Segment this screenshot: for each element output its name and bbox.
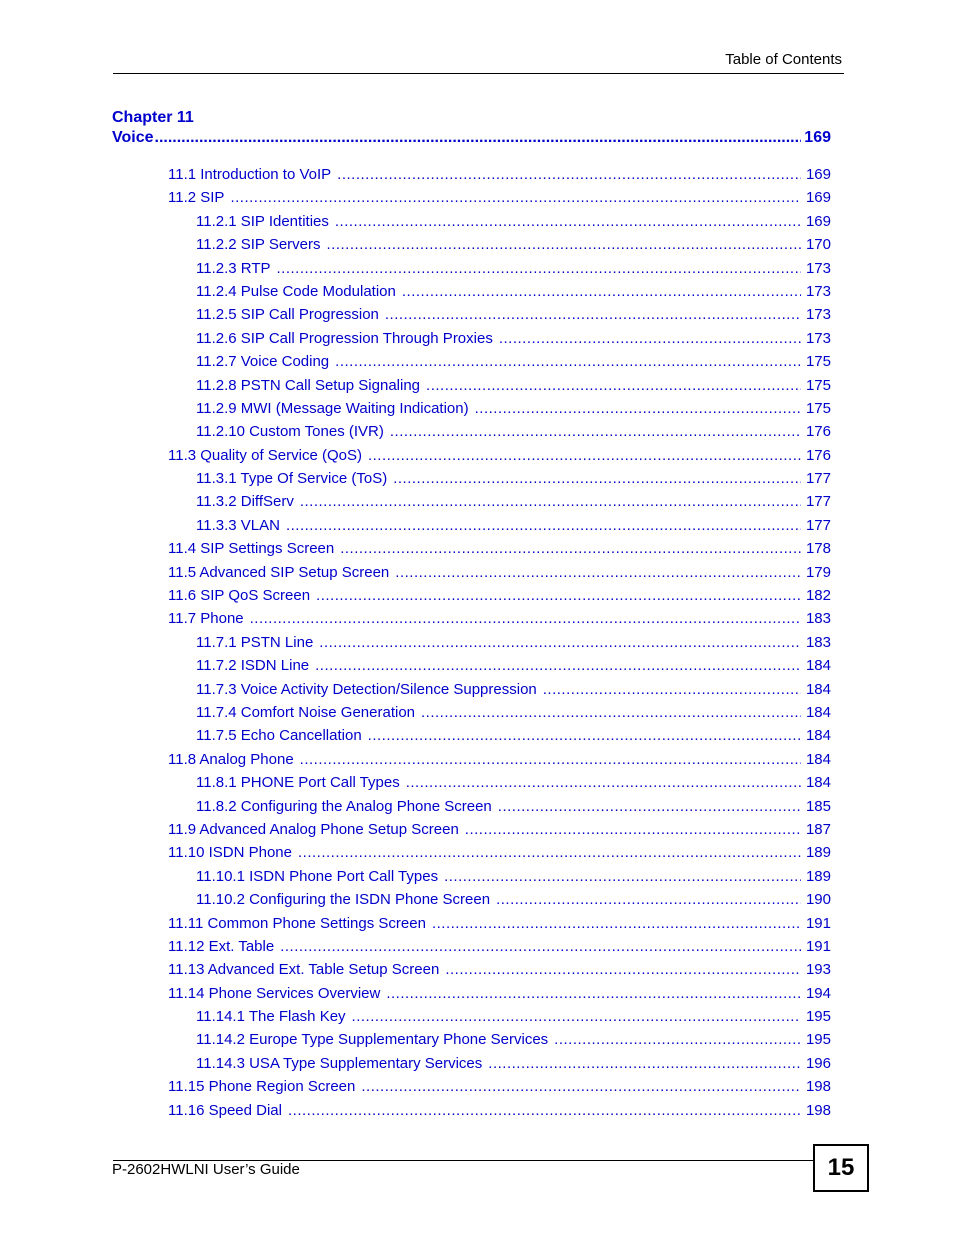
toc-entry[interactable] (196, 514, 831, 537)
chapter-label[interactable]: Chapter 11 (112, 109, 194, 126)
dot-leader (298, 841, 801, 864)
toc-entry-page[interactable]: 189 (805, 844, 831, 862)
toc-entry-page[interactable]: 198 (805, 1101, 831, 1119)
chapter-page[interactable]: 169 (804, 129, 831, 146)
toc-entry[interactable] (168, 186, 831, 209)
toc-entry[interactable] (196, 795, 831, 818)
toc-entry[interactable] (196, 1005, 831, 1028)
toc-entry-page[interactable]: 179 (805, 563, 831, 581)
toc-entry-title[interactable]: 11.2.2 SIP Servers (196, 236, 321, 254)
dot-leader (368, 724, 801, 747)
toc-entry[interactable] (196, 865, 831, 888)
dot-leader (496, 888, 801, 911)
dot-leader (402, 280, 801, 303)
toc-entry-page[interactable]: 190 (805, 891, 831, 909)
toc-entry[interactable] (196, 631, 831, 654)
toc-list (0, 163, 954, 1122)
dot-leader (316, 584, 801, 607)
toc-entry-title[interactable]: 11.2.10 Custom Tones (IVR) (196, 423, 384, 441)
dot-leader (475, 397, 801, 420)
dot-leader (300, 748, 801, 771)
toc-entry-page[interactable]: 183 (805, 633, 831, 651)
dot-leader (426, 374, 801, 397)
toc-entry-title[interactable]: 11.2 SIP (168, 189, 225, 207)
dot-leader (543, 678, 801, 701)
chapter-title-link[interactable] (112, 128, 831, 148)
toc-entry-title[interactable]: 11.7 Phone (168, 610, 244, 628)
toc-entry-page[interactable]: 189 (805, 867, 831, 885)
toc-entry-page[interactable]: 173 (805, 259, 831, 277)
toc-entry[interactable] (196, 374, 831, 397)
toc-entry-page[interactable]: 183 (805, 610, 831, 628)
dot-leader (386, 982, 801, 1005)
toc-entry[interactable] (168, 818, 831, 841)
page-number-box (813, 1144, 869, 1192)
dot-leader (335, 350, 801, 373)
dot-leader (288, 1099, 801, 1122)
toc-entry-title[interactable]: 11.12 Ext. Table (168, 937, 275, 955)
toc-entry-page[interactable]: 175 (805, 399, 831, 417)
toc-entry-page[interactable]: 184 (805, 680, 831, 698)
toc-entry-page[interactable]: 182 (805, 587, 831, 605)
toc-entry-page[interactable]: 177 (805, 493, 831, 511)
toc-entry-title[interactable]: 11.7.3 Voice Activity Detection/Silence Suppression (196, 680, 537, 698)
toc-entry-page[interactable]: 195 (805, 1008, 831, 1026)
toc-entry[interactable] (168, 537, 831, 560)
toc-entry-title[interactable]: 11.6 SIP QoS Screen (168, 587, 311, 605)
toc-entry-title[interactable]: 11.1 Introduction to VoIP (168, 166, 332, 183)
toc-entry-title[interactable]: 11.13 Advanced Ext. Table Setup Screen (168, 961, 440, 979)
dot-leader (155, 128, 802, 148)
toc-entry-title[interactable]: 11.3.1 Type Of Service (ToS) (196, 470, 388, 488)
toc-entry[interactable] (196, 257, 831, 280)
toc-entry[interactable] (196, 327, 831, 350)
dot-leader (335, 210, 801, 233)
toc-entry-title[interactable]: 11.3.3 VLAN (196, 516, 280, 534)
toc-entry-page[interactable]: 187 (805, 820, 831, 838)
toc-entry-page[interactable]: 173 (805, 306, 831, 324)
toc-entry-page[interactable]: 184 (805, 657, 831, 675)
dot-leader (315, 654, 801, 677)
toc-entry-title[interactable]: 11.3 Quality of Service (QoS) (168, 446, 362, 464)
toc-entry[interactable] (196, 280, 831, 303)
toc-entry[interactable] (196, 678, 831, 701)
toc-entry[interactable] (196, 724, 831, 747)
dot-leader (393, 467, 801, 490)
toc-entry[interactable] (168, 1099, 831, 1122)
toc-entry-page[interactable]: 176 (805, 446, 831, 464)
dot-leader (488, 1052, 801, 1075)
dot-leader (445, 958, 801, 981)
toc-entry[interactable] (168, 561, 831, 584)
toc-entry-title[interactable]: 11.14.2 Europe Type Supplementary Phone Services (196, 1031, 549, 1049)
toc-entry[interactable] (196, 771, 831, 794)
dot-leader (465, 818, 801, 841)
toc-entry[interactable] (196, 490, 831, 513)
toc-entry-page[interactable]: 175 (805, 376, 831, 394)
toc-entry-title[interactable]: 11.8.2 Configuring the Analog Phone Screen (196, 797, 492, 815)
toc-entry-title[interactable]: 11.16 Speed Dial (168, 1101, 282, 1119)
toc-entry-title[interactable]: 11.2.1 SIP Identities (196, 212, 329, 230)
toc-entry[interactable] (196, 888, 831, 911)
dot-leader (250, 607, 801, 630)
toc-entry-page[interactable]: 175 (805, 353, 831, 371)
dot-leader (300, 490, 801, 513)
dot-leader (385, 303, 801, 326)
toc-entry-title[interactable]: 11.14.1 The Flash Key (196, 1008, 346, 1026)
toc-entry[interactable] (196, 233, 831, 256)
toc-entry-title[interactable]: 11.2.5 SIP Call Progression (196, 306, 379, 324)
toc-entry-title[interactable]: 11.7.5 Echo Cancellation (196, 727, 362, 745)
toc-entry[interactable] (168, 982, 831, 1005)
toc-entry-title[interactable]: 11.2.6 SIP Call Progression Through Proxies (196, 329, 493, 347)
toc-entry-page[interactable]: 184 (805, 727, 831, 745)
dot-leader (327, 233, 801, 256)
chapter-title[interactable]: Voice (112, 129, 154, 146)
toc-entry-page[interactable]: 191 (805, 914, 831, 932)
toc-entry-page[interactable]: 178 (805, 540, 831, 558)
toc-entry[interactable] (168, 841, 831, 864)
toc-entry[interactable] (196, 1028, 831, 1051)
dot-leader (498, 795, 801, 818)
toc-entry[interactable] (196, 420, 831, 443)
dot-leader (421, 701, 801, 724)
toc-entry-title[interactable]: 11.3.2 DiffServ (196, 493, 294, 511)
toc-entry[interactable] (196, 654, 831, 677)
dot-leader (319, 631, 801, 654)
page-number: 15 (827, 1154, 855, 1181)
toc-entry[interactable] (168, 958, 831, 981)
toc-entry[interactable] (196, 303, 831, 326)
dot-leader (286, 514, 801, 537)
toc-entry[interactable] (168, 748, 831, 771)
toc-entry-page[interactable]: 184 (805, 774, 831, 792)
dot-leader (368, 444, 801, 467)
header-rule (113, 73, 844, 74)
toc-entry-page[interactable]: 169 (805, 166, 831, 183)
toc-entry[interactable] (168, 163, 831, 186)
toc-entry[interactable] (196, 350, 831, 373)
toc-entry[interactable] (196, 701, 831, 724)
toc-entry-page[interactable]: 198 (805, 1078, 831, 1096)
footer-guide-title: P-2602HWLNI User’s Guide (112, 1161, 300, 1178)
toc-entry-page[interactable]: 176 (805, 423, 831, 441)
toc-entry-page[interactable]: 191 (805, 937, 831, 955)
toc-entry-page[interactable]: 194 (805, 984, 831, 1002)
dot-leader (352, 1005, 801, 1028)
toc-entry-page[interactable]: 173 (805, 329, 831, 347)
dot-leader (395, 561, 801, 584)
toc-entry-page[interactable]: 185 (805, 797, 831, 815)
toc-entry-title[interactable]: 11.7.2 ISDN Line (196, 657, 310, 675)
toc-entry-title[interactable]: 11.8.1 PHONE Port Call Types (196, 774, 400, 792)
toc-entry[interactable] (168, 584, 831, 607)
toc-entry-title[interactable]: 11.15 Phone Region Screen (168, 1078, 356, 1096)
dot-leader (432, 912, 801, 935)
toc-entry-title[interactable]: 11.14.3 USA Type Supplementary Services (196, 1054, 483, 1072)
dot-leader (337, 163, 801, 186)
header-section-title: Table of Contents (725, 51, 842, 68)
toc-entry[interactable] (168, 912, 831, 935)
toc-entry-title[interactable]: 11.2.3 RTP (196, 259, 271, 277)
toc-entry-page[interactable]: 177 (805, 516, 831, 534)
toc-entry-page[interactable]: 173 (805, 282, 831, 300)
toc-entry[interactable] (196, 397, 831, 420)
toc-entry-page[interactable]: 184 (805, 750, 831, 768)
dot-leader (406, 771, 801, 794)
toc-entry-title[interactable]: 11.9 Advanced Analog Phone Setup Screen (168, 820, 459, 838)
toc-entry-page[interactable]: 195 (805, 1031, 831, 1049)
dot-leader (230, 186, 801, 209)
toc-entry-title[interactable]: 11.5 Advanced SIP Setup Screen (168, 563, 390, 581)
toc-entry-page[interactable]: 169 (805, 189, 831, 207)
toc-entry[interactable] (168, 1075, 831, 1098)
toc-entry-title[interactable]: 11.2.7 Voice Coding (196, 353, 330, 371)
dot-leader (361, 1075, 801, 1098)
dot-leader (499, 327, 801, 350)
toc-entry[interactable] (196, 467, 831, 490)
toc-entry-title[interactable]: 11.8 Analog Phone (168, 750, 294, 768)
toc-entry-title[interactable]: 11.14 Phone Services Overview (168, 984, 381, 1002)
toc-entry-title[interactable]: 11.7.4 Comfort Noise Generation (196, 703, 416, 721)
toc-entry[interactable] (196, 1052, 831, 1075)
toc-entry-page[interactable]: 184 (805, 703, 831, 721)
toc-entry-title[interactable]: 11.10.2 Configuring the ISDN Phone Screen (196, 891, 491, 909)
toc-entry-page[interactable]: 177 (805, 470, 831, 488)
toc-entry-title[interactable]: 11.4 SIP Settings Screen (168, 540, 335, 558)
toc-entry[interactable] (168, 444, 831, 467)
toc-entry-title[interactable]: 11.10.1 ISDN Phone Port Call Types (196, 867, 439, 885)
toc-entry-title[interactable]: 11.2.8 PSTN Call Setup Signaling (196, 376, 421, 394)
toc-entry-page[interactable]: 170 (805, 236, 831, 254)
dot-leader (280, 935, 801, 958)
toc-entry[interactable] (168, 607, 831, 630)
toc-entry-page[interactable]: 193 (805, 961, 831, 979)
dot-leader (444, 865, 801, 888)
toc-entry-title[interactable]: 11.2.9 MWI (Message Waiting Indication) (196, 399, 469, 417)
dot-leader (390, 420, 801, 443)
dot-leader (340, 537, 801, 560)
dot-leader (277, 257, 802, 280)
toc-entry-title[interactable]: 11.11 Common Phone Settings Screen (168, 914, 426, 932)
toc-entry-page[interactable]: 196 (805, 1054, 831, 1072)
toc-entry-page[interactable]: 169 (805, 212, 831, 230)
toc-entry-title[interactable]: 11.7.1 PSTN Line (196, 633, 314, 651)
toc-entry[interactable] (196, 210, 831, 233)
dot-leader (554, 1028, 801, 1051)
toc-entry[interactable] (168, 935, 831, 958)
toc-entry-title[interactable]: 11.2.4 Pulse Code Modulation (196, 282, 396, 300)
toc-entry-title[interactable]: 11.10 ISDN Phone (168, 844, 292, 862)
